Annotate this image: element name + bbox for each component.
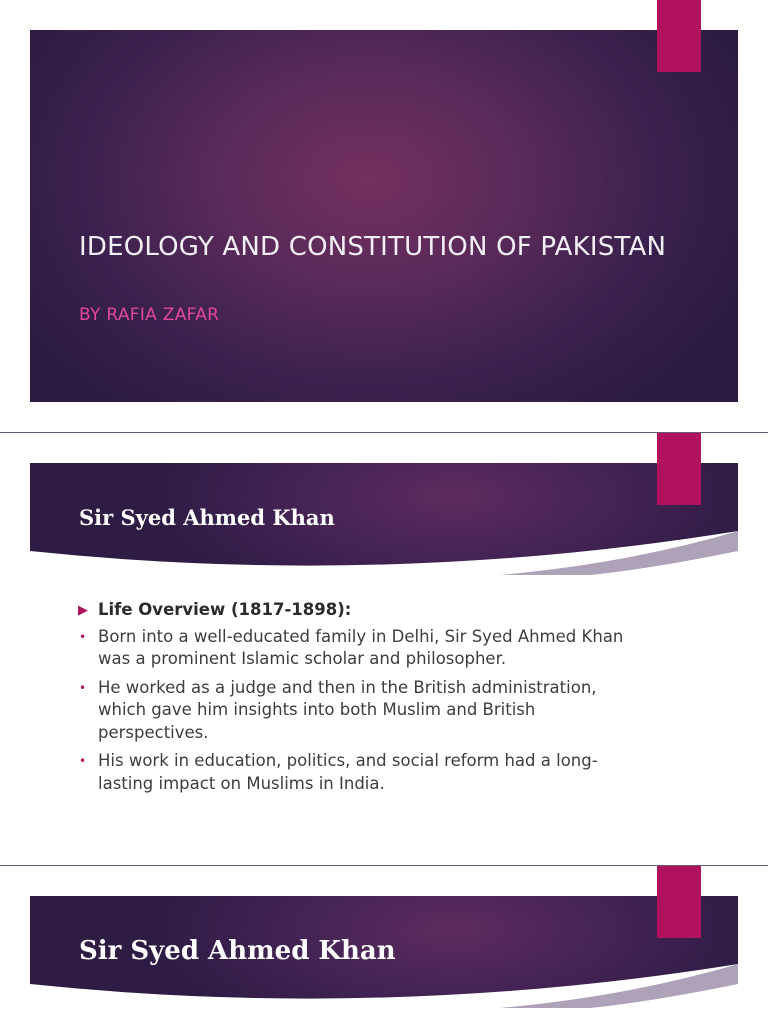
bullet-text: Life Overview (1817-1898): [98, 600, 352, 619]
slide-subtitle-text: BY RAFIA ZAFAR [79, 305, 220, 325]
bullet-list [78, 599, 638, 801]
title-panel [30, 30, 738, 402]
slide-content [0, 433, 768, 865]
slide-heading: Sir Syed Ahmed Khan [79, 505, 335, 530]
bullet-item [78, 750, 638, 795]
accent-ribbon [657, 433, 701, 505]
slide-title [0, 0, 768, 432]
slide-heading: Sir Syed Ahmed Khan [79, 936, 396, 966]
bullet-item [78, 626, 638, 671]
bullet-item [78, 599, 638, 622]
slide-content-partial [0, 866, 768, 1024]
bullet-item [78, 677, 638, 745]
dot-icon: • [79, 629, 87, 644]
dot-icon: • [79, 754, 87, 768]
accent-ribbon [657, 0, 701, 72]
bullet-text: His work in education, politics, and social reform had a long-lasting impact on Muslims in India. [98, 751, 598, 793]
triangle-right-icon: ▶ [78, 603, 88, 618]
accent-ribbon [657, 866, 701, 938]
bullet-text: Born into a well-educated family in Delhi, Sir Syed Ahmed Khan was a prominent Islamic scholar and philosopher. [98, 626, 624, 668]
bullet-text: He worked as a judge and then in the British administration, which gave him insights into both Muslim and British perspectives. [98, 677, 597, 742]
slide-title-text: IDEOLOGY AND CONSTITUTION OF PAKISTAN [79, 232, 667, 262]
dot-icon: • [79, 680, 87, 695]
